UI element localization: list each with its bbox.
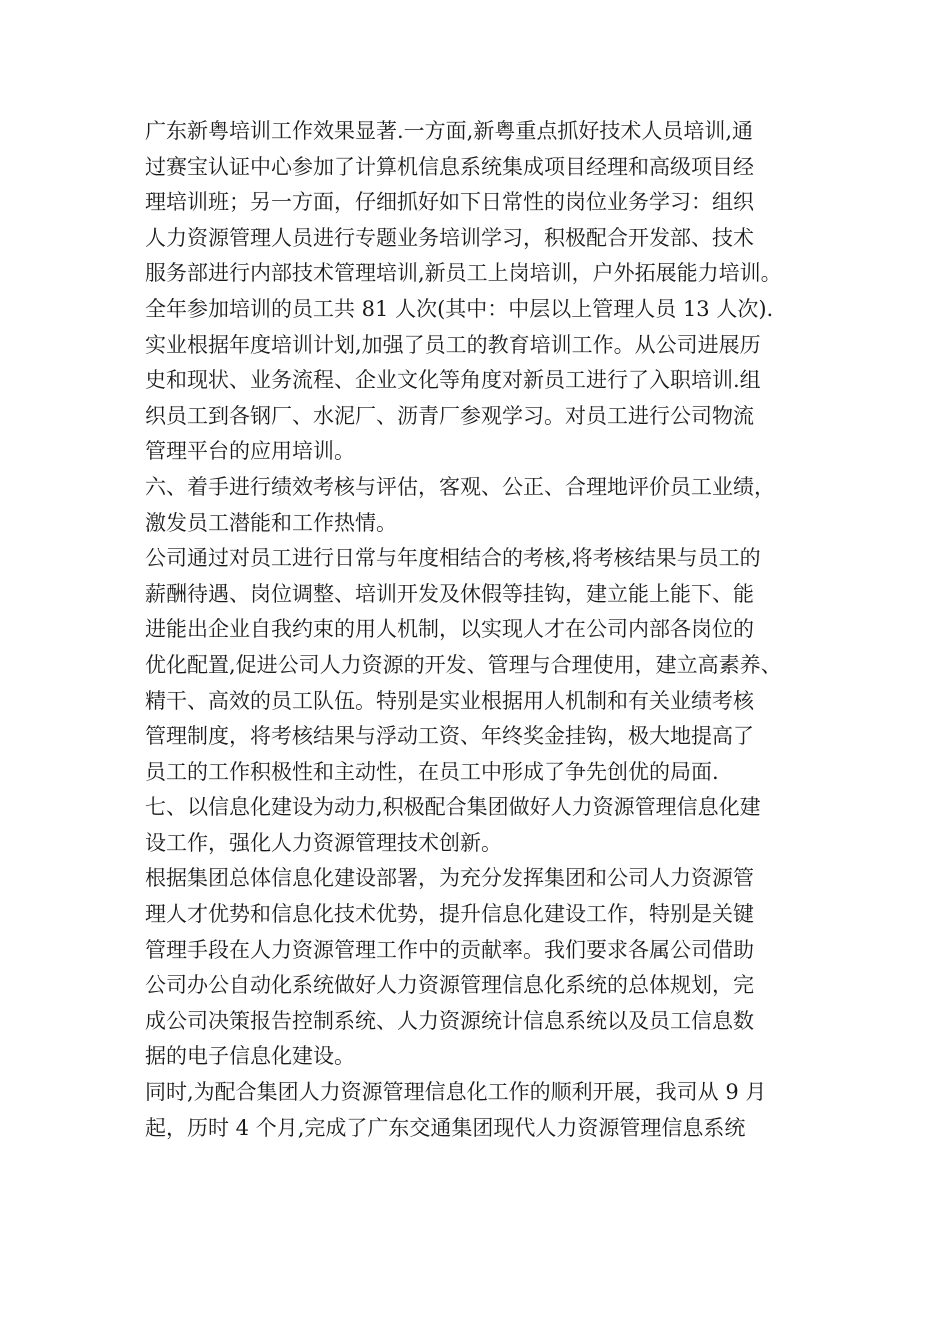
text-line: 成公司决策报告控制系统、人力资源统计信息系统以及员工信息数 [145,1008,754,1033]
text-line: 根据集团总体信息化建设部署，为充分发挥集团和公司人力资源管 [145,866,754,891]
text-line: 理人才优势和信息化技术优势，提升信息化建设工作，特别是关键 [145,902,754,927]
text-line: 理培训班；另一方面，仔细抓好如下日常性的岗位业务学习：组织 [145,190,754,215]
text-line: 服务部进行内部技术管理培训,新员工上岗培训，户外拓展能力培训。 [145,261,782,286]
document-body-text [145,114,825,1146]
text-line: 精干、高效的员工队伍。特别是实业根据用人机制和有关业绩考核 [145,688,754,713]
text-line: 公司通过对员工进行日常与年度相结合的考核,将考核结果与员工的 [145,546,761,571]
text-line: 实业根据年度培训计划,加强了员工的教育培训工作。从公司进展历 [145,332,761,357]
text-line: 全年参加培训的员工共 81 人次(其中：中层以上管理人员 13 人次). [145,296,774,321]
text-line: 管理平台的应用培训。 [145,439,355,464]
text-line: 公司办公自动化系统做好人力资源管理信息化系统的总体规划，完 [145,973,754,998]
text-line: 广东新粤培训工作效果显著.一方面,新粤重点抓好技术人员培训,通 [145,119,754,143]
text-line: 起，历时 4 个月,完成了广东交通集团现代人力资源管理信息系统 [145,1115,746,1140]
text-line: 进能出企业自我约束的用人机制，以实现人才在公司内部各岗位的 [145,617,754,642]
text-line: 薪酬待遇、岗位调整、培训开发及休假等挂钩，建立能上能下、能 [145,581,754,606]
text-line: 史和现状、业务流程、企业文化等角度对新员工进行了入职培训.组 [145,368,761,393]
section-heading-line: 七、以信息化建设为动力,积极配合集团做好人力资源管理信息化建 [145,795,761,820]
section-heading-line: 六、着手进行绩效考核与评估，客观、公正、合理地评价员工业绩， [145,474,775,499]
text-line: 过赛宝认证中心参加了计算机信息系统集成项目经理和高级项目经 [145,154,754,179]
section-heading-line: 设工作，强化人力资源管理技术创新。 [145,830,502,855]
text-line: 优化配置,促进公司人力资源的开发、管理与合理使用，建立高素养、 [145,652,782,677]
text-line: 人力资源管理人员进行专题业务培训学习，积极配合开发部、技术 [145,225,754,250]
text-line: 管理制度，将考核结果与浮动工资、年终奖金挂钩，极大地提高了 [145,724,754,749]
text-line: 织员工到各钢厂、水泥厂、沥青厂参观学习。对员工进行公司物流 [145,403,754,428]
text-line: 据的电子信息化建设。 [145,1044,355,1069]
text-line: 同时,为配合集团人力资源管理信息化工作的顺利开展，我司从 9 月 [145,1080,767,1105]
text-line: 员工的工作积极性和主动性，在员工中形成了争先创优的局面. [145,759,719,784]
text-line: 管理手段在人力资源管理工作中的贡献率。我们要求各属公司借助 [145,937,754,962]
section-heading-line: 激发员工潜能和工作热情。 [145,510,397,535]
